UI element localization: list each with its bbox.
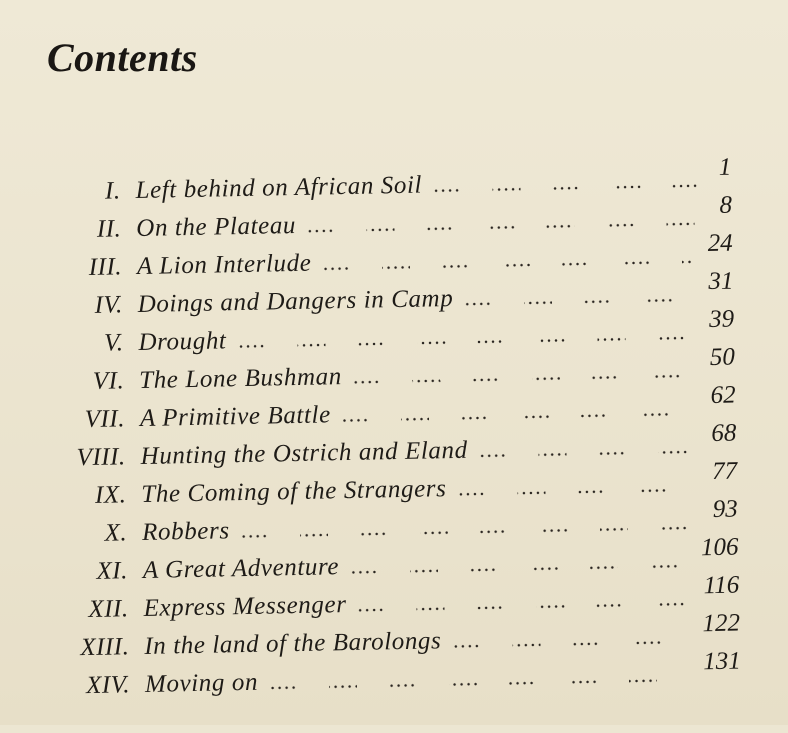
page-number: 77 (711, 457, 738, 486)
chapter-title: The Coming of the Strangers (141, 475, 447, 508)
chapter-numeral: IV . (94, 291, 123, 320)
chapter-numeral: I . (105, 177, 121, 205)
chapter-numeral: III . (89, 253, 123, 282)
dot-leader (464, 297, 694, 307)
chapter-title: In the land of the Barolongs (144, 627, 442, 660)
page-number: 39 (708, 305, 735, 334)
chapter-numeral: VIII . (76, 443, 126, 472)
chapter-numeral: X . (104, 519, 127, 547)
dot-leader (322, 259, 694, 272)
chapter-title: On the Plateau (136, 211, 297, 243)
page-number: 1 (718, 153, 732, 181)
page-number: 93 (712, 495, 739, 524)
chapter-numeral: IX . (95, 481, 127, 510)
page-number: 62 (710, 381, 736, 410)
chapter-title: Hunting the Ostrich and Eland (140, 436, 468, 470)
dot-leader (433, 183, 705, 194)
page-number: 50 (709, 343, 736, 372)
page-number: 106 (700, 533, 739, 562)
page-number: 68 (711, 419, 737, 448)
dot-leader (240, 525, 698, 540)
dot-leader (478, 449, 697, 459)
chapter-title: A Lion Interlude (136, 249, 312, 281)
dot-leader (352, 373, 695, 386)
dot-leader (357, 601, 689, 613)
dot-leader (457, 487, 698, 498)
chapter-numeral: VI . (93, 367, 125, 396)
chapter-numeral: XIV . (86, 671, 130, 700)
chapter-title: Doings and Dangers in Camp (137, 284, 454, 319)
chapter-title: Left behind on African Soil (135, 171, 423, 205)
dot-leader (350, 564, 687, 576)
chapter-title: A Primitive Battle (139, 401, 332, 432)
page-number: 8 (719, 191, 733, 219)
chapter-title: Moving on (144, 668, 259, 698)
chapter-title: Drought (138, 327, 227, 357)
page-title: Contents (47, 35, 198, 80)
dot-leader (307, 221, 706, 235)
page-number: 24 (707, 229, 733, 258)
dot-leader (341, 411, 696, 424)
chapter-numeral: XIII . (80, 633, 130, 662)
page-number: 131 (702, 647, 741, 676)
chapter-numeral: XII . (88, 595, 129, 624)
chapter-numeral: II . (97, 215, 122, 243)
page-number: 31 (708, 267, 734, 296)
dot-leader (237, 335, 695, 350)
chapter-numeral: V . (104, 329, 124, 357)
chapter-title: A Great Adventure (142, 553, 340, 584)
chapter-title: Robbers (141, 517, 230, 546)
chapter-numeral: XI . (96, 557, 128, 586)
page-number: 116 (703, 571, 740, 600)
chapter-title: The Lone Bushman (138, 363, 343, 394)
page-number: 122 (702, 609, 741, 638)
dot-leader (452, 640, 688, 651)
dot-leader (269, 677, 689, 691)
chapter-numeral: VII . (85, 405, 126, 434)
chapter-title: Express Messenger (143, 591, 347, 622)
